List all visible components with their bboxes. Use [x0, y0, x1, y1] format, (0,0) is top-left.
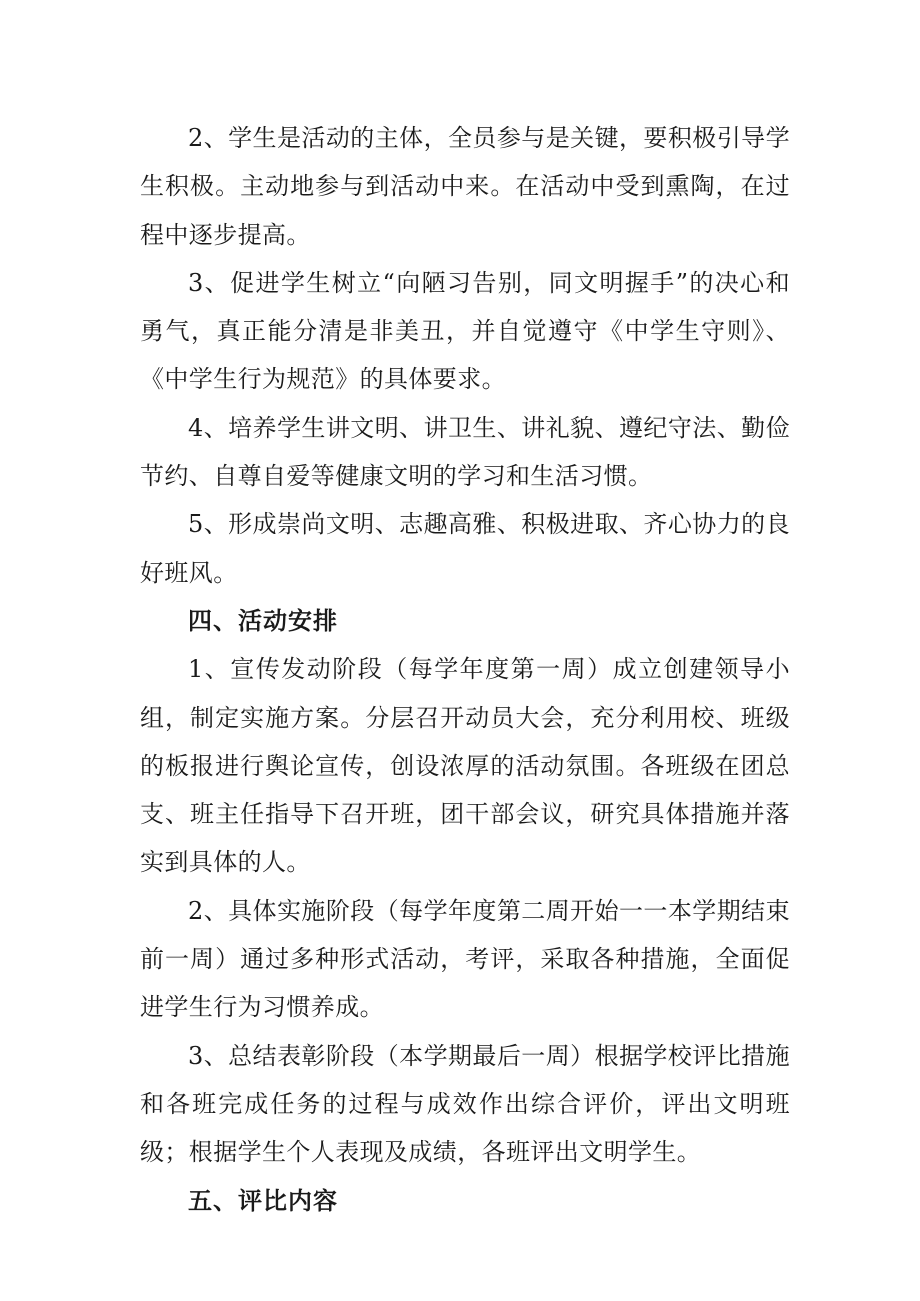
paragraph-goal-5: 5、形成崇尚文明、志趣高雅、积极进取、齐心协力的良好班风。 — [140, 510, 790, 587]
paragraph-stage-2: 2、具体实施阶段（每学年度第二周开始一一本学期结束前一周）通过多种形式活动，考评，采取各种措施，全面促进学生行为习惯养成。 — [140, 896, 790, 1022]
section-heading-evaluation-content: 五、评比内容 — [188, 1186, 338, 1215]
section-heading-activity-arrangement: 四、活动安排 — [188, 606, 338, 635]
paragraph-goal-4: 4、培养学生讲文明、讲卫生、讲礼貌、遵纪守法、勤俭节约、自尊自爱等健康文明的学习和生活习惯。 — [140, 413, 790, 491]
paragraph-goal-3: 3、促进学生树立“向陋习告别，同文明握手”的决心和勇气，真正能分清是非美丑，并自觉遵守《中学生守则》、《中学生行为规范》的具体要求。 — [140, 268, 790, 394]
paragraph-stage-3: 3、总结表彰阶段（本学期最后一周）根据学校评比措施和各班完成任务的过程与成效作出综合评价，评出文明班级；根据学生个人表现及成绩，各班评出文明学生。 — [140, 1041, 790, 1167]
document-body — [140, 114, 790, 1225]
paragraph-stage-1: 1、宣传发动阶段（每学年度第一周）成立创建领导小组，制定实施方案。分层召开动员大会，充分利用校、班级的板报进行舆论宣传，创设浓厚的活动氛围。各班级在团总支、班主任指导下召开班，团干部会议，研究具体措施并落实到具体的人。 — [140, 655, 790, 877]
paragraph-goal-2: 2、学生是活动的主体，全员参与是关键，要积极引导学生积极。主动地参与到活动中来。在活动中受到熏陶，在过程中逐步提高。 — [140, 124, 790, 249]
